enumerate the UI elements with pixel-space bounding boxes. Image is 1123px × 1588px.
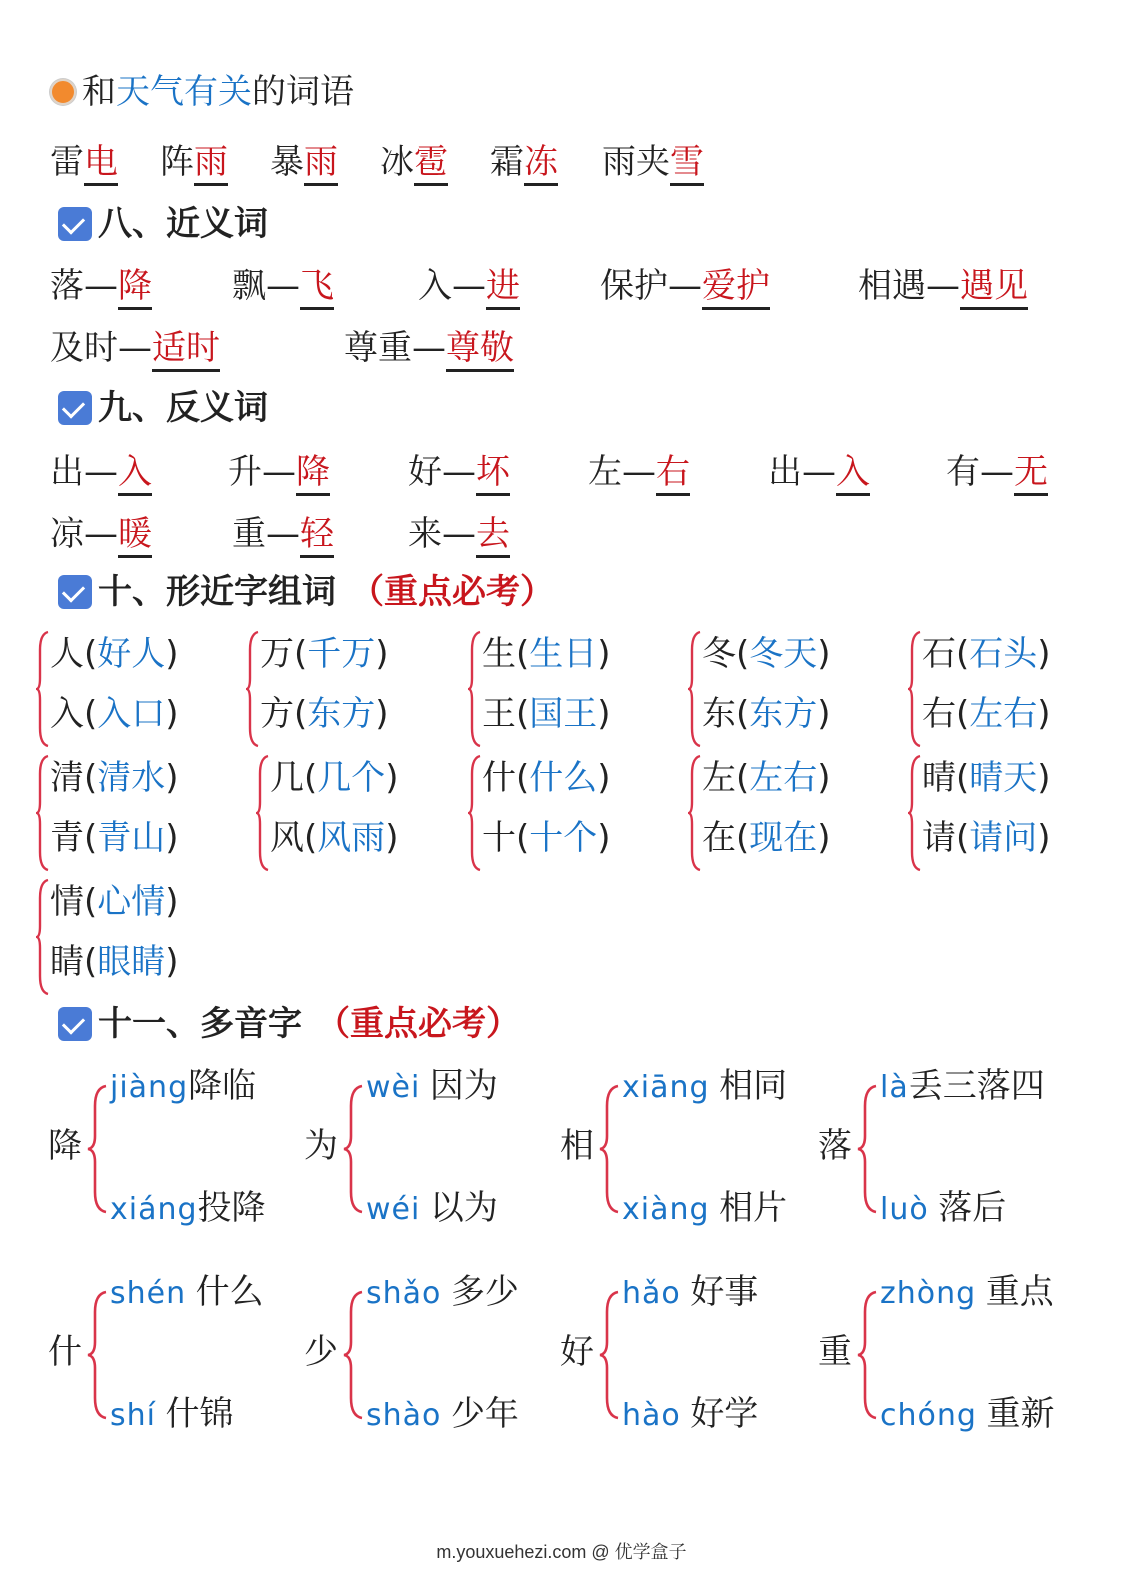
brace-icon <box>86 1084 108 1214</box>
brace-icon <box>468 630 482 748</box>
polyphonic-group: 相 xiāng 相同 xiàng 相片 <box>560 1066 788 1228</box>
brace-icon <box>36 878 50 996</box>
synonym-pair: 尊重—尊敬 <box>344 326 514 370</box>
weather-word: 冰雹 <box>380 140 448 184</box>
heading-text: 和 <box>82 72 116 112</box>
checkbox-icon <box>58 207 92 241</box>
brace-icon <box>468 754 482 872</box>
brace-icon <box>36 630 50 748</box>
weather-word: 阵雨 <box>160 140 228 184</box>
polyphonic-heading: 十一、多音字 （重点必考） <box>58 1002 520 1046</box>
polyphonic-group: 落 là丢三落四 luò 落后 <box>818 1066 1045 1228</box>
brace-icon <box>246 630 260 748</box>
brace-icon <box>908 630 922 748</box>
antonym-pair: 出—入 <box>768 450 870 494</box>
brace-icon <box>908 754 922 872</box>
antonym-pair: 凉—暖 <box>50 512 152 556</box>
brace-icon <box>598 1084 620 1214</box>
heading-text: 的词语 <box>252 72 354 112</box>
polyphonic-group: 重 zhòng 重点 chóng 重新 <box>818 1272 1055 1434</box>
weather-word: 雨夹雪 <box>602 140 704 184</box>
checkbox-icon <box>58 391 92 425</box>
brace-icon <box>598 1290 620 1420</box>
brace-icon <box>86 1290 108 1420</box>
polyphonic-group: 好 hǎo 好事 hào 好学 <box>560 1272 759 1434</box>
brace-icon <box>256 754 270 872</box>
weather-heading <box>50 70 354 114</box>
weather-word: 暴雨 <box>270 140 338 184</box>
weather-word: 雷电 <box>50 140 118 184</box>
weather-word: 霜冻 <box>490 140 558 184</box>
antonym-pair: 有—无 <box>946 450 1048 494</box>
antonym-pair: 升—降 <box>228 450 330 494</box>
antonyms-heading: 九、反义词 <box>58 386 268 430</box>
polyphonic-group: 什 shén 什么 shí 什锦 <box>48 1272 264 1434</box>
synonym-pair: 飘—飞 <box>232 264 334 308</box>
brace-icon <box>856 1084 878 1214</box>
antonym-pair: 重—轻 <box>232 512 334 556</box>
checkbox-icon <box>58 575 92 609</box>
brace-icon <box>342 1084 364 1214</box>
polyphonic-group: 少 shǎo 多少 shào 少年 <box>304 1272 519 1434</box>
antonym-pair: 左—右 <box>588 450 690 494</box>
polyphonic-group: 为 wèi 因为 wéi 以为 <box>304 1066 498 1228</box>
antonym-pair: 来—去 <box>408 512 510 556</box>
synonym-pair: 落—降 <box>50 264 152 308</box>
brace-icon <box>36 754 50 872</box>
synonym-pair: 入—进 <box>418 264 520 308</box>
brace-icon <box>688 754 702 872</box>
polyphonic-group: 降 jiàng降临 xiáng投降 <box>48 1066 266 1228</box>
synonym-pair: 保护—爱护 <box>600 264 770 308</box>
checkbox-icon <box>58 1007 92 1041</box>
synonym-pair: 及时—适时 <box>50 326 220 370</box>
similar-chars-heading: 十、形近字组词 （重点必考） <box>58 570 554 614</box>
antonym-pair: 出—入 <box>50 450 152 494</box>
brace-icon <box>688 630 702 748</box>
synonyms-heading: 八、近义词 <box>58 202 268 246</box>
heading-highlight: 天气有关 <box>116 72 252 112</box>
brace-icon <box>856 1290 878 1420</box>
orange-dot-icon <box>50 79 76 105</box>
brace-icon <box>342 1290 364 1420</box>
footer-watermark: m.youxuehezi.com @ 优学盒子 <box>436 1542 687 1562</box>
synonym-pair: 相遇—遇见 <box>858 264 1028 308</box>
antonym-pair: 好—坏 <box>408 450 510 494</box>
